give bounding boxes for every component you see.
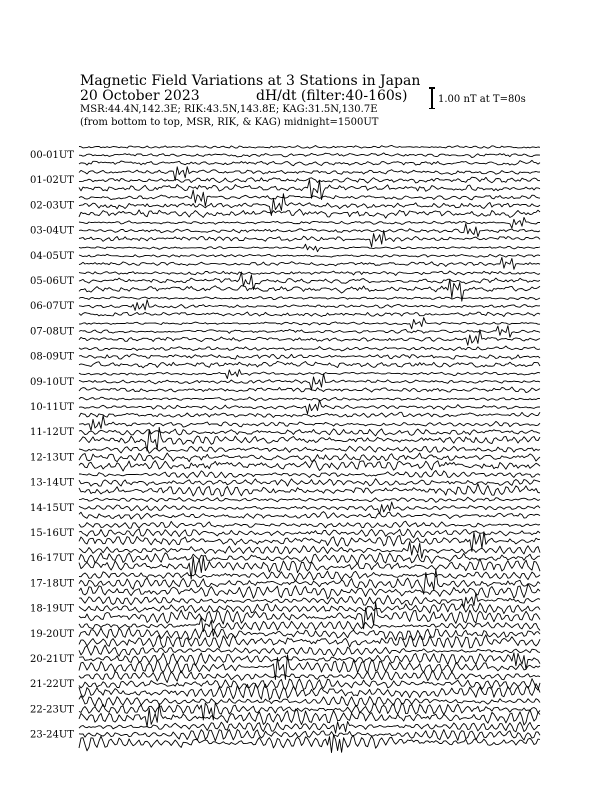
trace-KAG-18-19UT [79,593,540,608]
hour-label-23-24UT: 23-24UT [30,729,74,741]
trace-RIK-12-13UT [79,453,540,462]
trace-KAG-20-21UT [79,645,540,656]
trace-KAG-14-15UT [79,497,540,502]
trace-MSR-14-15UT [79,512,540,519]
trace-MSR-01-02UT [79,180,540,200]
trace-KAG-06-07UT [79,297,540,300]
trace-MSR-06-07UT [79,312,540,317]
chart-measure: dH/dt (filter:40-160s) [256,88,408,104]
trace-KAG-05-06UT [79,271,540,275]
hour-label-15-16UT: 15-16UT [30,528,74,539]
trace-RIK-09-10UT [79,374,540,390]
hour-label-19-20UT: 19-20UT [30,628,74,640]
trace-RIK-20-21UT [79,653,540,669]
hour-label-11-12UT: 11-12UT [30,427,74,439]
trace-MSR-13-14UT [79,484,540,496]
hour-label-12-13UT: 12-13UT [30,452,74,464]
hour-label-00-01UT: 00-01UT [30,150,74,161]
trace-MSR-08-09UT [79,361,540,367]
hour-label-01-02UT: 01-02UT [30,175,74,187]
trace-RIK-13-14UT [79,479,540,486]
trace-RIK-15-16UT [79,529,540,538]
trace-RIK-19-20UT [79,628,540,641]
hour-label-10-11UT: 10-11UT [30,402,74,413]
hour-label-20-21UT: 20-21UT [30,654,74,665]
trace-MSR-18-19UT [79,602,540,629]
trace-MSR-17-18UT [79,584,540,599]
hour-label-17-18UT: 17-18UT [30,578,74,590]
trace-KAG-09-10UT [79,370,540,379]
hour-label-22-23UT: 22-23UT [30,704,74,716]
hour-label-07-08UT: 07-08UT [30,326,74,338]
chart-date: 20 October 2023 [80,88,200,104]
trace-RIK-14-15UT [79,502,540,514]
trace-RIK-04-05UT [79,254,540,257]
trace-RIK-05-06UT [79,272,540,290]
chart-title: Magnetic Field Variations at 3 Stations in Japan [80,73,421,89]
trace-MSR-22-23UT [79,704,540,727]
trace-KAG-10-11UT [79,397,540,401]
trace-MSR-02-03UT [79,209,540,218]
station-coordinates: MSR:44.4N,142.3E; RIK:43.5N,143.8E; KAG:31.5N,130.7E [80,104,378,115]
trace-KAG-03-04UT [79,217,540,228]
hour-label-02-03UT: 02-03UT [30,200,74,212]
trace-RIK-03-04UT [79,224,540,237]
hour-label-06-07UT: 06-07UT [30,301,74,313]
trace-KAG-12-13UT [79,446,540,453]
hour-label-09-10UT: 09-10UT [30,376,74,388]
trace-RIK-11-12UT [79,429,540,436]
trace-RIK-10-11UT [79,400,540,414]
hour-label-04-05UT: 04-05UT [30,250,74,262]
trace-KAG-11-12UT [79,416,540,431]
scale-label: 1.00 nT at T=80s [438,94,526,105]
hour-label-16-17UT: 16-17UT [30,553,74,565]
hour-label-03-04UT: 03-04UT [30,225,74,237]
trace-RIK-17-18UT [79,569,540,594]
trace-RIK-08-09UT [79,354,540,359]
trace-MSR-12-13UT [79,460,540,471]
trace-RIK-07-08UT [79,326,540,338]
hour-label-21-22UT: 21-22UT [30,679,74,691]
hour-label-18-19UT: 18-19UT [30,603,74,615]
hour-label-05-06UT: 05-06UT [30,276,74,287]
trace-KAG-00-01UT [79,145,540,148]
hour-label-14-15UT: 14-15UT [30,502,74,514]
trace-MSR-19-20UT [79,635,540,648]
trace-KAG-22-23UT [79,696,540,707]
trace-MSR-00-01UT [79,160,540,165]
trace-RIK-00-01UT [79,153,540,158]
trace-MSR-09-10UT [79,387,540,393]
trace-KAG-08-09UT [79,346,540,351]
trace-MSR-10-11UT [79,412,540,417]
trace-RIK-06-07UT [79,300,540,311]
hour-label-13-14UT: 13-14UT [30,477,74,489]
trace-KAG-15-16UT [79,521,540,528]
trace-MSR-04-05UT [79,257,540,269]
trace-KAG-07-08UT [79,318,540,329]
trace-MSR-03-04UT [79,230,540,247]
hour-label-08-09UT: 08-09UT [30,351,74,363]
trace-KAG-04-05UT [79,244,540,252]
trace-KAG-19-20UT [79,617,540,636]
trace-RIK-23-24UT [79,730,540,741]
station-order-note: (from bottom to top, MSR, RIK, & KAG) midnight=1500UT [80,117,379,128]
trace-KAG-21-22UT [79,671,540,683]
trace-KAG-13-14UT [79,471,540,479]
trace-MSR-15-16UT [79,532,540,552]
